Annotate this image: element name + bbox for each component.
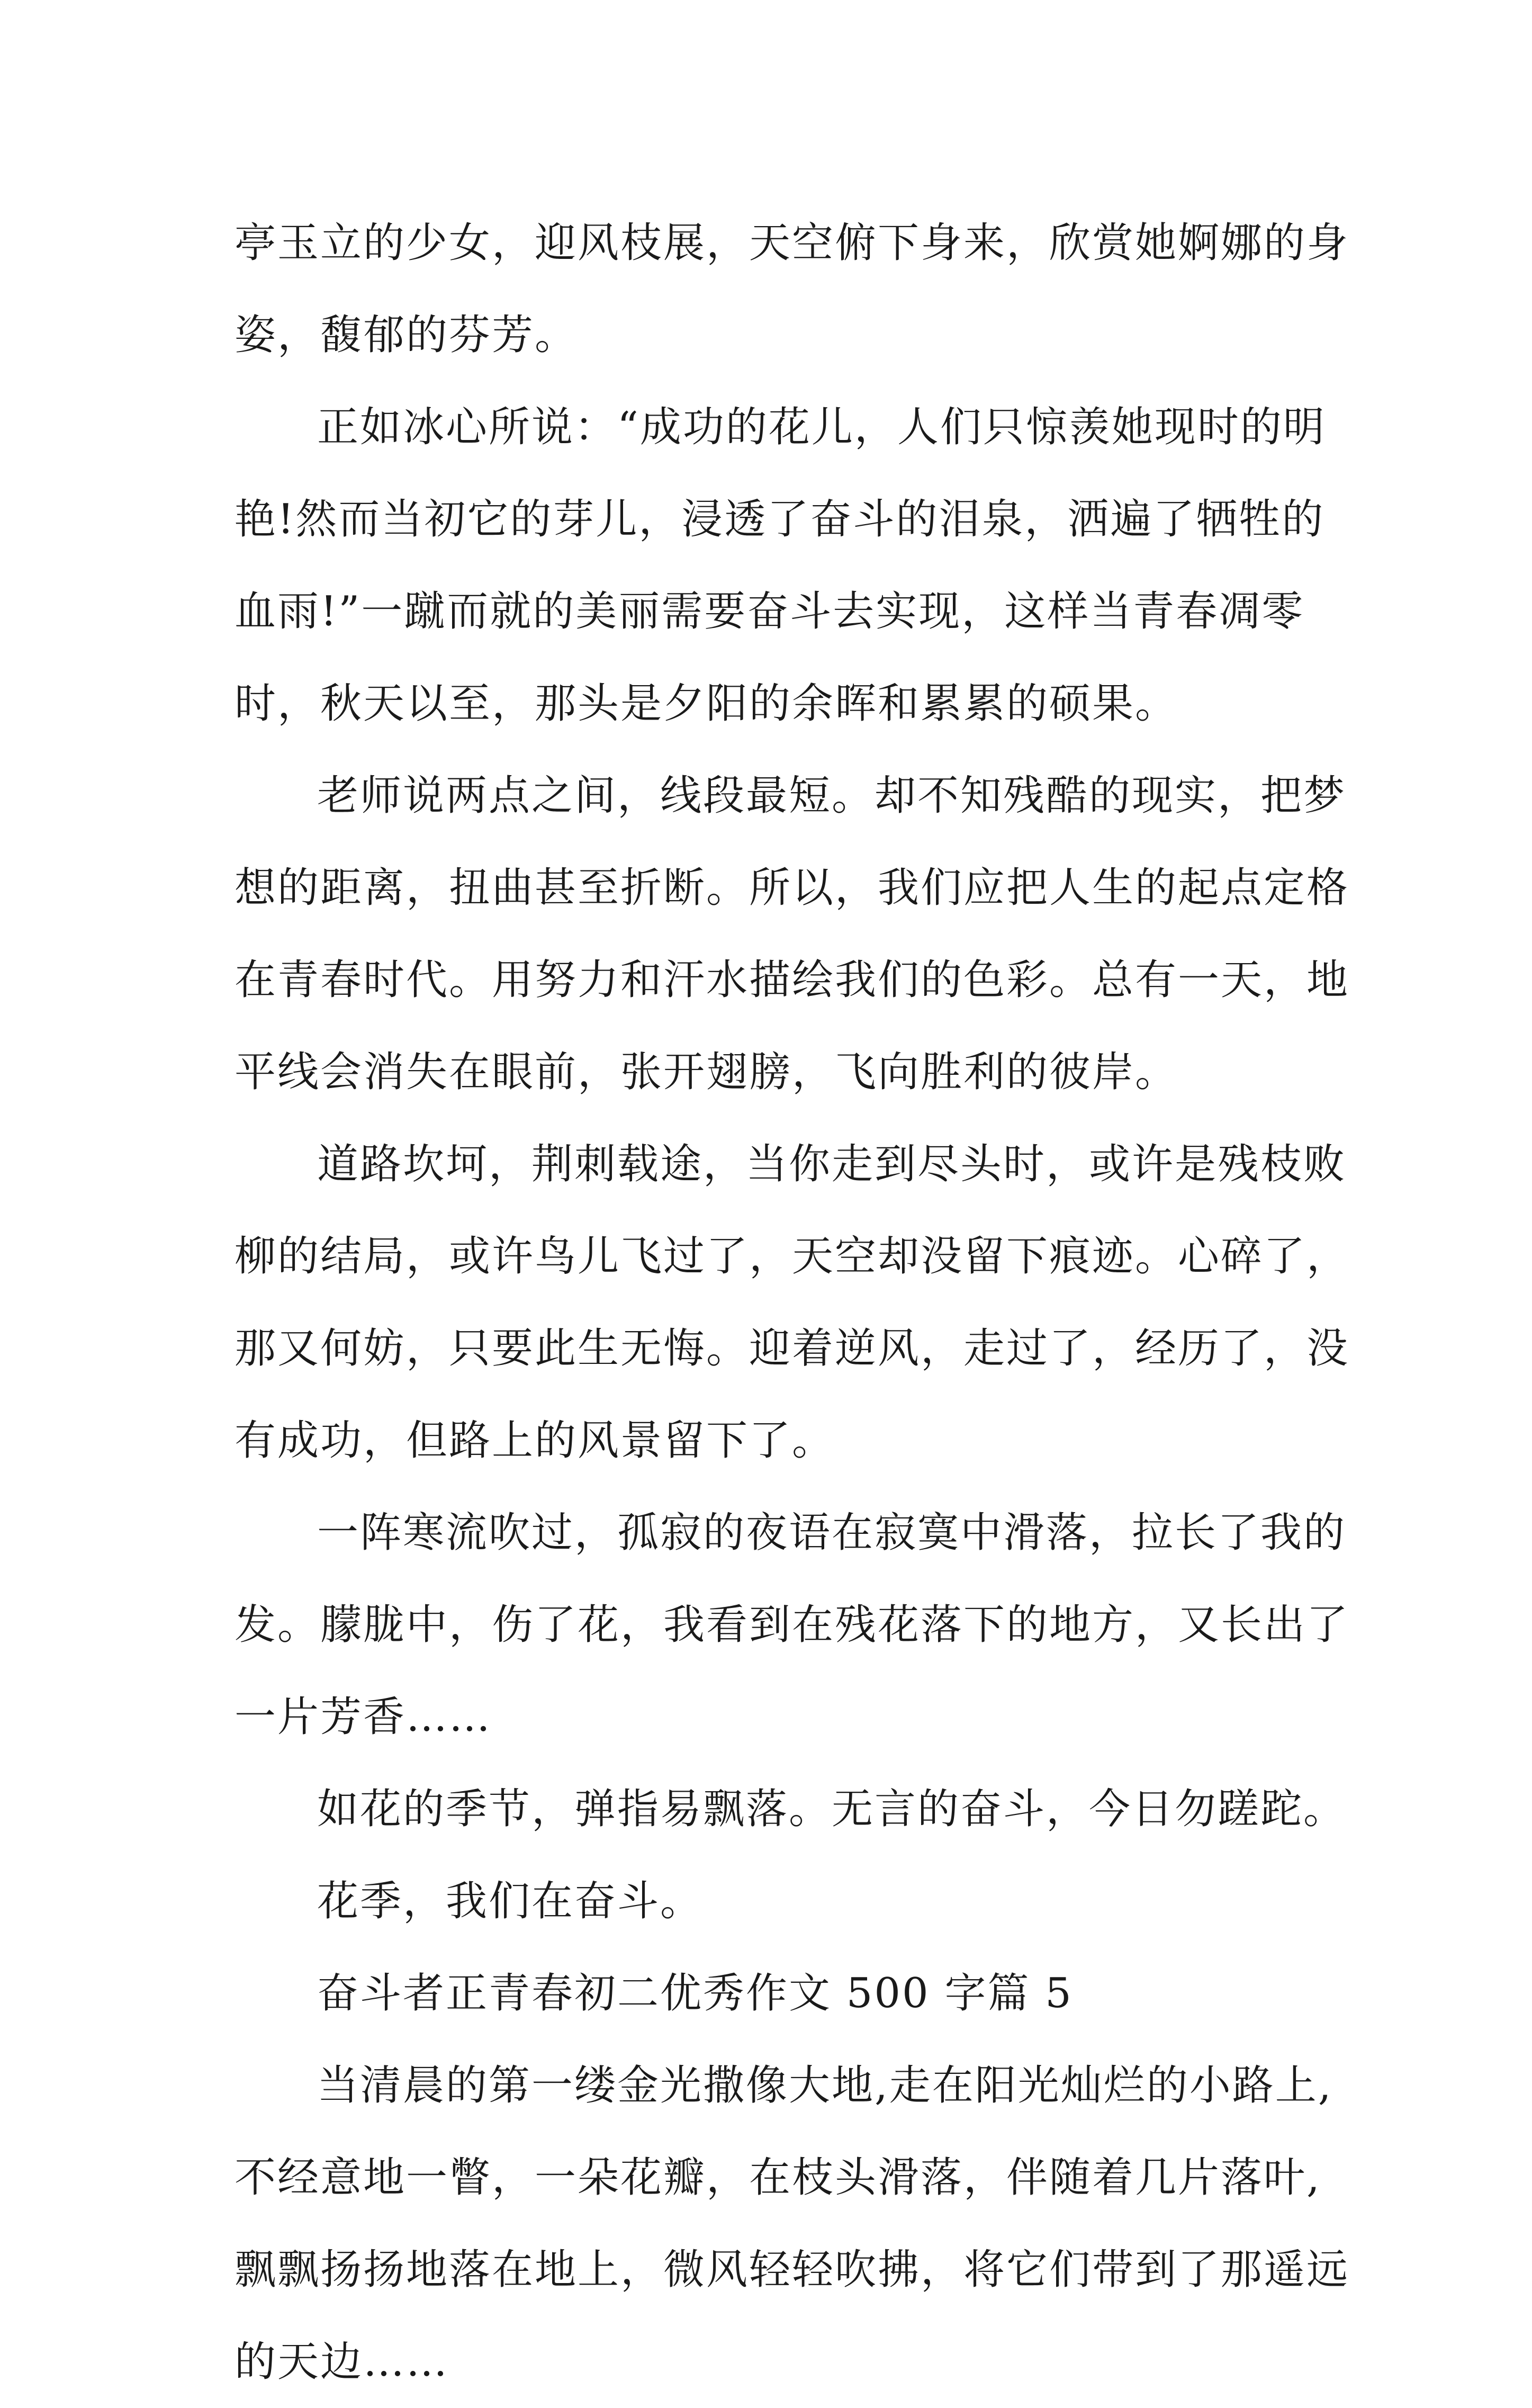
paragraph-first-line: 花季，我们在奋斗。 — [317, 1877, 704, 1925]
text-line: 时，秋天以至，那头是夕阳的余晖和累累的硕果。 — [235, 680, 1178, 727]
text-line: 想的距离，扭曲甚至折断。所以，我们应把人生的起点定格 — [235, 864, 1350, 912]
paragraph-first-line: 正如冰心所说：“成功的花儿，人们只惊羡她现时的明 — [317, 403, 1326, 451]
text-line: 柳的结局，或许鸟儿飞过了，天空却没留下痕迹。心碎了， — [235, 1233, 1350, 1280]
text-line: 平线会消失在眼前，张开翅膀，飞向胜利的彼岸。 — [235, 1048, 1178, 1096]
text-line: 姿，馥郁的芬芳。 — [235, 311, 578, 359]
text-line: 在青春时代。用努力和汗水描绘我们的色彩。总有一天，地 — [235, 956, 1350, 1004]
paragraph-first-line: 一阵寒流吹过，孤寂的夜语在寂寞中滑落，拉长了我的 — [317, 1509, 1347, 1557]
text-line: 不经意地一瞥，一朵花瓣，在枝头滑落，伴随着几片落叶, — [235, 2154, 1321, 2202]
text-line: 亭玉立的少女，迎风枝展，天空俯下身来，欣赏她婀娜的身 — [235, 219, 1350, 267]
text-line: 那又何妨，只要此生无悔。迎着逆风，走过了，经历了，没 — [235, 1325, 1350, 1372]
paragraph-first-line: 当清晨的第一缕金光撒像大地,走在阳光灿烂的小路上, — [317, 2062, 1333, 2109]
essay-text — [235, 197, 1350, 2408]
text-line: 飘飘扬扬地落在地上，微风轻轻吹拂，将它们带到了那遥远 — [235, 2246, 1350, 2294]
paragraph-first-line: 道路坎坷，荆刺载途，当你走到尽头时，或许是残枝败 — [317, 1140, 1347, 1188]
text-line: 血雨!”一蹴而就的美丽需要奋斗去实现，这样当青春凋零 — [235, 588, 1305, 635]
section-heading: 奋斗者正青春初二优秀作文 500 字篇 5 — [317, 1970, 1073, 2017]
paragraph-first-line: 老师说两点之间，线段最短。却不知残酷的现实，把梦 — [317, 772, 1347, 820]
text-line: 发。朦胧中，伤了花，我看到在残花落下的地方，又长出了 — [235, 1601, 1350, 1649]
text-line: 有成功，但路上的风景留下了。 — [235, 1417, 835, 1464]
paragraph-first-line: 如花的季节，弹指易飘落。无言的奋斗，今日勿蹉跎。 — [317, 1785, 1347, 1833]
text-line: 一片芳香…… — [235, 1693, 492, 1741]
text-line: 的天边…… — [235, 2338, 449, 2386]
text-line: 艳!然而当初它的芽儿，浸透了奋斗的泪泉，洒遍了牺牲的 — [235, 496, 1325, 543]
